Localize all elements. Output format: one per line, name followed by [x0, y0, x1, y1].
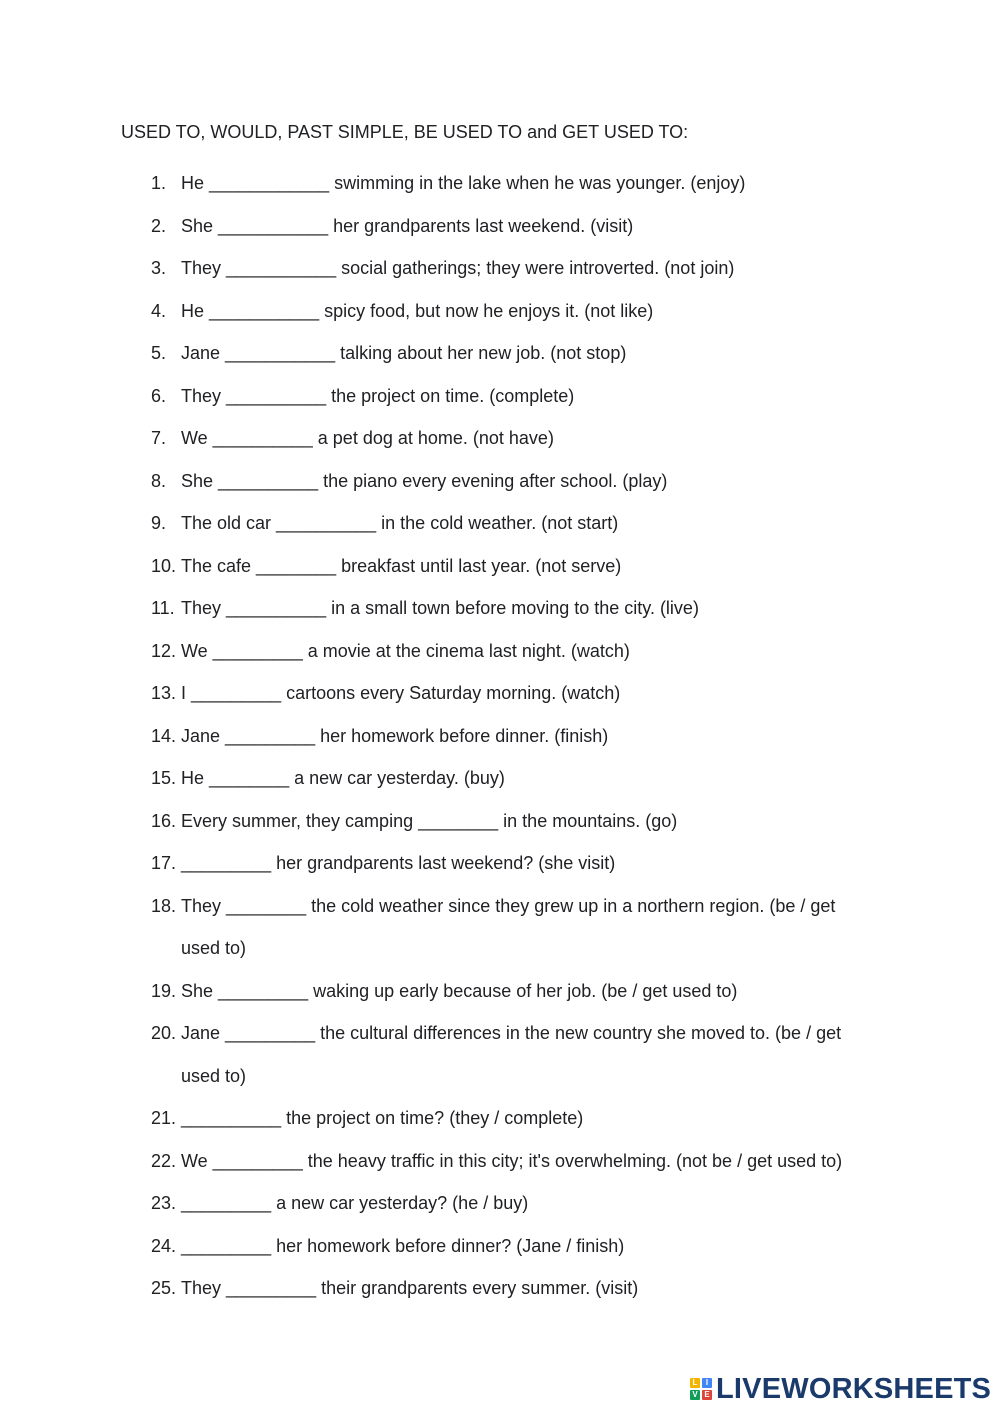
item-text: They __________ in a small town before moving to the city. (live)	[181, 598, 699, 618]
list-item	[151, 1267, 871, 1310]
item-number: 22.	[151, 1150, 177, 1171]
item-text: He ________ a new car yesterday. (buy)	[181, 768, 505, 788]
item-text: _________ her grandparents last weekend? (she visit)	[181, 853, 616, 873]
item-text: They ___________ social gatherings; they were introverted. (not join)	[181, 258, 735, 278]
list-item	[151, 630, 871, 673]
logo-text: LIVEWORKSHEETS	[716, 1372, 992, 1405]
item-number: 25.	[151, 1278, 177, 1298]
item-text: They _________ their grandparents every summer. (visit)	[181, 1278, 639, 1298]
item-text: Jane _________ her homework before dinner. (finish)	[181, 725, 609, 746]
item-number: 1.	[151, 173, 167, 193]
list-item	[151, 757, 871, 800]
item-number: 2.	[151, 215, 167, 236]
item-text: _________ her homework before dinner? (Jane / finish)	[181, 1235, 625, 1256]
list-item	[151, 332, 871, 375]
item-text: We _________ a movie at the cinema last night. (watch)	[181, 640, 630, 661]
list-item	[151, 247, 871, 290]
list-item	[151, 417, 871, 460]
item-text: Jane ___________ talking about her new job. (not stop)	[181, 343, 627, 363]
list-item	[151, 885, 871, 970]
list-item	[151, 1012, 871, 1097]
item-text: They ________ the cold weather since they grew up in a northern region. (be / get used to)	[181, 895, 841, 958]
item-text: Every summer, they camping ________ in the mountains. (go)	[181, 810, 678, 831]
list-item	[151, 672, 871, 715]
item-text: She __________ the piano every evening after school. (play)	[181, 470, 668, 491]
list-item	[151, 1182, 871, 1225]
item-number: 6.	[151, 385, 167, 406]
list-item	[151, 460, 871, 503]
item-text: He ____________ swimming in the lake when he was younger. (enjoy)	[181, 173, 746, 193]
exercise-list	[151, 162, 871, 1310]
item-number: 7.	[151, 428, 167, 448]
item-number: 11.	[151, 598, 175, 618]
item-number: 10.	[151, 555, 177, 576]
item-number: 12.	[151, 640, 177, 661]
item-number: 13.	[151, 683, 177, 703]
item-number: 3.	[151, 258, 167, 278]
logo-mark-letter: E	[702, 1390, 712, 1400]
list-item	[151, 715, 871, 758]
item-number: 5.	[151, 343, 167, 363]
item-number: 21.	[151, 1108, 177, 1128]
item-number: 19.	[151, 980, 177, 1001]
item-text: We __________ a pet dog at home. (not have)	[181, 428, 554, 448]
logo-mark-icon	[690, 1378, 712, 1400]
item-text: _________ a new car yesterday? (he / buy)	[181, 1193, 529, 1213]
worksheet-title: USED TO, WOULD, PAST SIMPLE, BE USED TO and GET USED TO:	[121, 122, 689, 142]
item-text: He ___________ spicy food, but now he enjoys it. (not like)	[181, 300, 654, 321]
item-number: 16.	[151, 810, 177, 831]
list-item	[151, 502, 871, 545]
item-number: 15.	[151, 768, 177, 788]
item-text: We _________ the heavy traffic in this city; it's overwhelming. (not be / get used to)	[181, 1150, 843, 1171]
item-text: __________ the project on time? (they / complete)	[181, 1108, 584, 1128]
item-number: 24.	[151, 1235, 177, 1256]
item-number: 20.	[151, 1023, 177, 1043]
list-item	[151, 800, 871, 843]
item-number: 8.	[151, 470, 167, 491]
list-item	[151, 1097, 871, 1140]
item-number: 4.	[151, 300, 167, 321]
item-number: 17.	[151, 853, 177, 873]
item-text: The cafe ________ breakfast until last year. (not serve)	[181, 555, 622, 576]
item-text: She ___________ her grandparents last weekend. (visit)	[181, 215, 634, 236]
item-text: She _________ waking up early because of her job. (be / get used to)	[181, 980, 738, 1001]
list-item	[151, 205, 871, 248]
logo-mark-letter: V	[690, 1390, 700, 1400]
list-item	[151, 290, 871, 333]
item-number: 18.	[151, 895, 177, 916]
list-item	[151, 545, 871, 588]
item-text: I _________ cartoons every Saturday morning. (watch)	[181, 683, 621, 703]
logo-mark-letter: L	[690, 1378, 700, 1388]
list-item	[151, 587, 871, 630]
list-item	[151, 162, 871, 205]
item-text: They __________ the project on time. (complete)	[181, 385, 575, 406]
list-item	[151, 375, 871, 418]
item-number: 23.	[151, 1193, 177, 1213]
list-item	[151, 1140, 871, 1183]
logo-mark-letter: I	[702, 1378, 712, 1388]
liveworksheets-logo	[690, 1371, 991, 1407]
item-number: 14.	[151, 725, 177, 746]
item-number: 9.	[151, 513, 167, 533]
item-text: Jane _________ the cultural differences in the new country she moved to. (be / get used to)	[181, 1023, 847, 1086]
list-item	[151, 842, 871, 885]
list-item	[151, 1225, 871, 1268]
list-item	[151, 970, 871, 1013]
item-text: The old car __________ in the cold weather. (not start)	[181, 513, 619, 533]
